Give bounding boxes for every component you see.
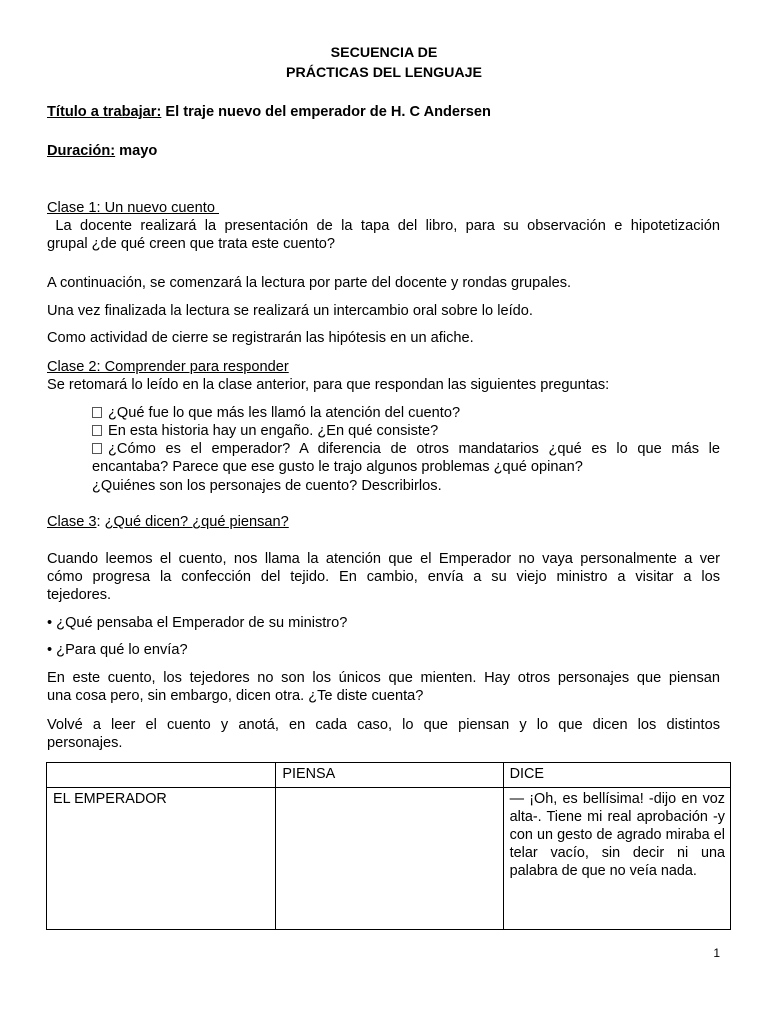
- duracion-row: [47, 143, 157, 161]
- clase3-bullet-2: • ¿Para qué lo envía?: [47, 642, 188, 658]
- question-text: ¿Cómo es el emperador? A diferencia de otros mandatarios ¿qué es lo que más le: [108, 441, 720, 457]
- clase3-heading-colon: :: [96, 514, 105, 530]
- piensa-dice-table: [46, 762, 731, 930]
- clase1-paragraph-line1: La docente realizará la presentación de la tapa del libro, para su observación e hipotetización: [47, 218, 720, 234]
- titulo-row: [47, 104, 491, 122]
- table-header-cell: DICE: [503, 763, 730, 788]
- checkbox-bullet-icon: [92, 407, 102, 418]
- table-cell-dice: — ¡Oh, es bellísima! -dijo en voz alta-. Tiene mi real aprobación -y con un gesto de agrado miraba el telar vacío, sin decir ni una palabra de que no veía nada.: [503, 788, 730, 930]
- table-row: [47, 788, 731, 930]
- table-header-cell: PIENSA: [276, 763, 503, 788]
- clase3-p1-line3: tejedores.: [47, 587, 112, 603]
- checkbox-bullet-icon: [92, 443, 102, 454]
- clase2-intro: Se retomará lo leído en la clase anterior, para que respondan las siguientes preguntas:: [47, 377, 610, 393]
- table-header-cell: [47, 763, 276, 788]
- clase1-paragraph-line2: grupal ¿de qué creen que trata este cuento?: [47, 236, 336, 252]
- clase3-p2-line2: una cosa pero, sin embargo, dicen otra. ¿Te diste cuenta?: [47, 688, 424, 704]
- clase1-paragraph-2: A continuación, se comenzará la lectura por parte del docente y rondas grupales.: [47, 275, 572, 291]
- clase3-p1-line2: cómo progresa la confección del tejido. En cambio, envía a su viejo ministro a visitar a los: [47, 569, 720, 585]
- table-cell-piensa: [276, 788, 503, 930]
- clase3-p1-line1: Cuando leemos el cuento, nos llama la atención que el Emperador no vaya personalmente a ver: [47, 551, 720, 567]
- clase1-paragraph-3: Una vez finalizada la lectura se realizará un intercambio oral sobre lo leído.: [47, 303, 533, 319]
- clase2-question-2: [92, 423, 438, 441]
- clase2-question-4: ¿Quiénes son los personajes de cuento? Describirlos.: [92, 478, 442, 494]
- titulo-label: Título a trabajar:: [47, 104, 162, 120]
- duracion-value: mayo: [119, 143, 158, 159]
- clase3-heading: [47, 514, 289, 532]
- checkbox-bullet-icon: [92, 425, 102, 436]
- question-text: En esta historia hay un engaño. ¿En qué consiste?: [108, 423, 439, 439]
- clase2-question-3-line2: encantaba? Parece que ese gusto le trajo algunos problemas ¿qué opinan?: [92, 459, 583, 475]
- clase2-question-1: [92, 405, 460, 423]
- question-text: ¿Qué fue lo que más les llamó la atención del cuento?: [108, 405, 461, 421]
- clase2-heading: Clase 2: Comprender para responder: [47, 359, 289, 375]
- table-cell-personaje: EL EMPERADOR: [47, 788, 276, 930]
- clase2-question-3-line1: [92, 441, 720, 459]
- clase3-p3-line2: personajes.: [47, 735, 123, 751]
- doc-title-line1: SECUENCIA DE: [330, 45, 438, 61]
- clase1-paragraph-4: Como actividad de cierre se registrarán las hipótesis en un afiche.: [47, 330, 474, 346]
- titulo-value: El traje nuevo del emperador de H. C Andersen: [165, 104, 491, 120]
- duracion-label: Duración:: [47, 143, 116, 159]
- clase3-p2-line1: En este cuento, los tejedores no son los únicos que mienten. Hay otros personajes que piensan: [47, 670, 720, 686]
- clase3-p3-line1: Volvé a leer el cuento y anotá, en cada caso, lo que piensan y lo que dicen los distintos: [47, 717, 720, 733]
- clase3-bullet-1: • ¿Qué pensaba el Emperador de su ministro?: [47, 615, 348, 631]
- table-header-row: [47, 763, 731, 788]
- page-number: 1: [713, 946, 720, 960]
- clase3-heading-rest: ¿Qué dicen? ¿qué piensan?: [104, 514, 289, 530]
- clase3-heading-prefix: Clase 3: [47, 514, 97, 530]
- clase1-heading: Clase 1: Un nuevo cuento: [47, 200, 219, 216]
- doc-title-line2: PRÁCTICAS DEL LENGUAJE: [285, 65, 483, 81]
